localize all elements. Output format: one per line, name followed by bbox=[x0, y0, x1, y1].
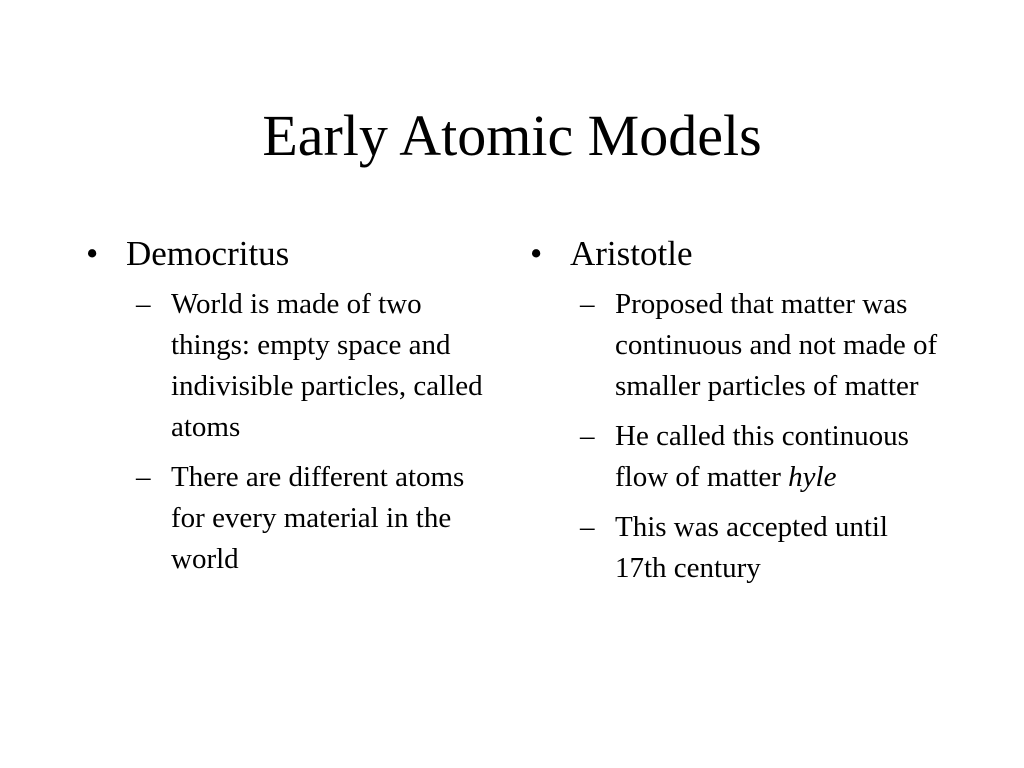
sub-bullet bbox=[530, 284, 950, 407]
dash-glyph: – bbox=[580, 288, 595, 320]
bullet-aristotle bbox=[530, 230, 950, 278]
sub-bullet-text: There are different atoms for every material in the world bbox=[171, 461, 465, 575]
democritus-points bbox=[86, 284, 506, 580]
hyle-term: hyle bbox=[788, 461, 837, 493]
bullet-democritus bbox=[86, 230, 506, 278]
left-column bbox=[86, 230, 506, 589]
bullet-heading: Democritus bbox=[126, 234, 290, 273]
sub-bullet-text: World is made of two things: empty space and indivisible particles, called atoms bbox=[171, 288, 483, 443]
bullet-glyph: • bbox=[86, 234, 99, 273]
right-column bbox=[530, 230, 950, 598]
dash-glyph: – bbox=[136, 288, 151, 320]
slide-title: Early Atomic Models bbox=[262, 103, 762, 168]
aristotle-points bbox=[530, 284, 950, 589]
dash-glyph: – bbox=[580, 420, 595, 452]
sub-bullet-text: This was accepted until 17th century bbox=[615, 511, 888, 584]
sub-bullet bbox=[530, 416, 950, 498]
sub-bullet-text: Proposed that matter was continuous and not made of smaller particles of matter bbox=[615, 288, 938, 402]
sub-bullet bbox=[86, 457, 506, 580]
bullet-glyph: • bbox=[530, 234, 543, 273]
sub-bullet-text: He called this continuous flow of matter bbox=[615, 420, 909, 493]
dash-glyph: – bbox=[580, 511, 595, 543]
bullet-heading: Aristotle bbox=[570, 234, 693, 273]
sub-bullet bbox=[86, 284, 506, 448]
sub-bullet bbox=[530, 507, 950, 589]
dash-glyph: – bbox=[136, 461, 151, 493]
